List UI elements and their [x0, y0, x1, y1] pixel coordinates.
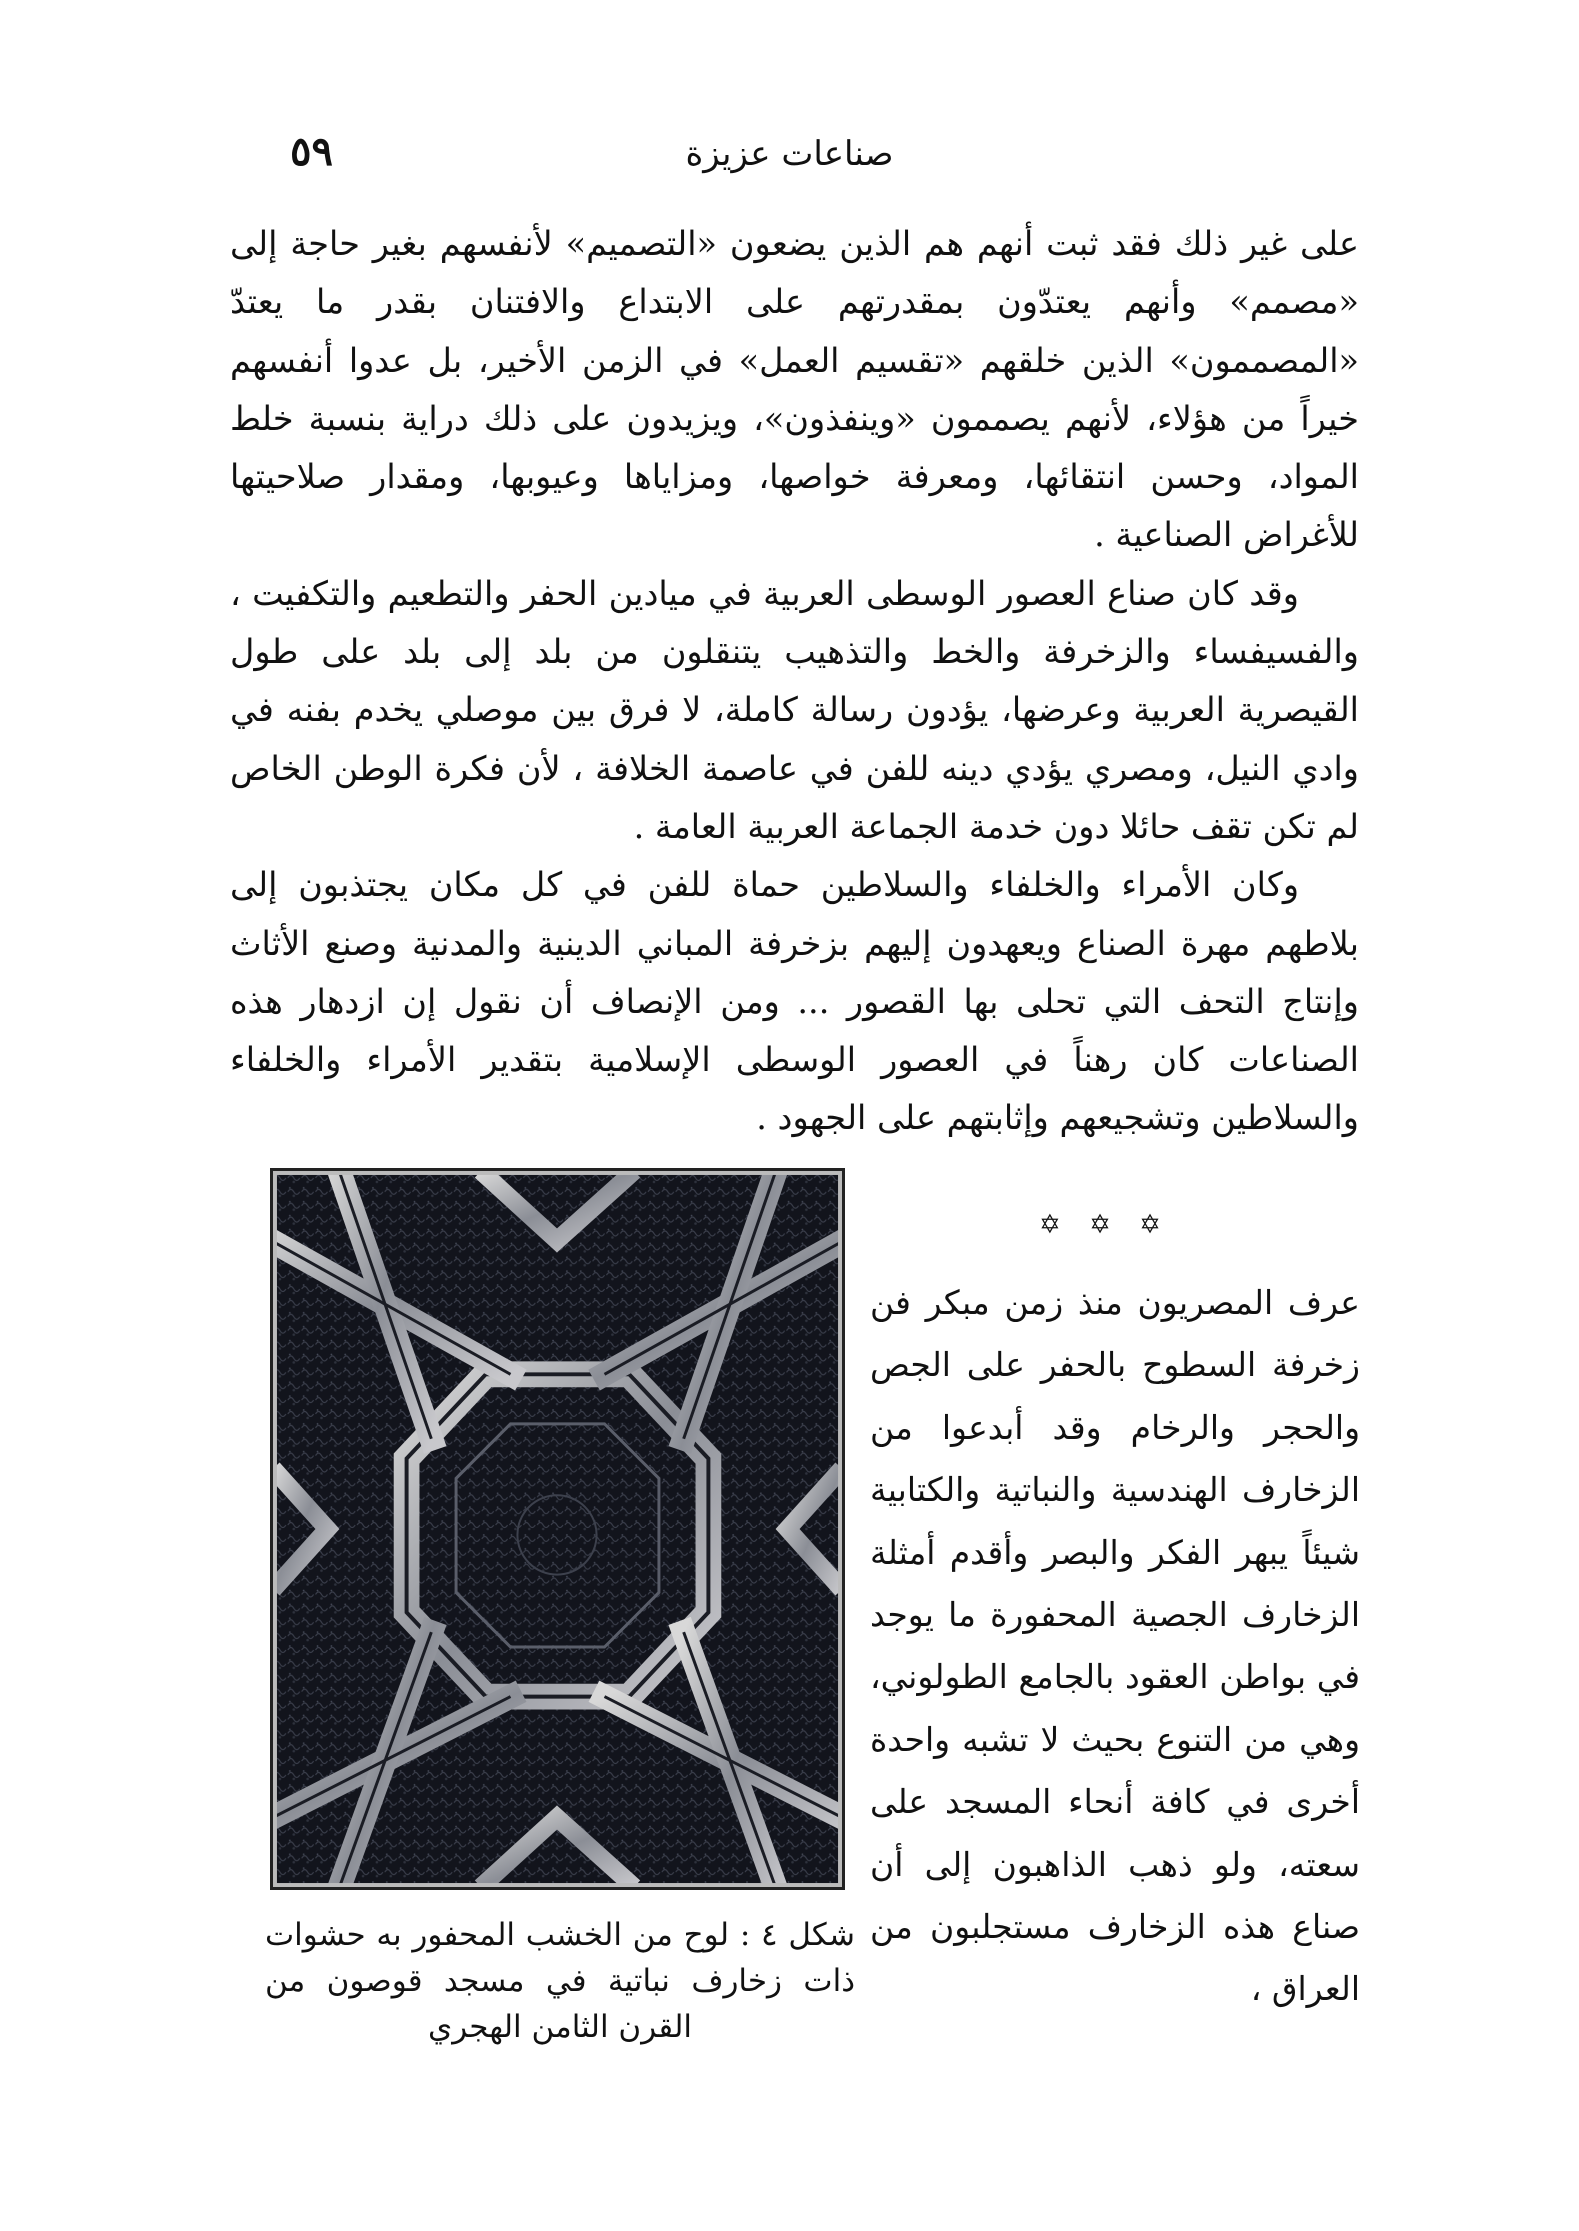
running-title: صناعات عزيزة — [685, 134, 894, 174]
page-number: ٥٩ — [290, 128, 333, 175]
paragraph-1: على غير ذلك فقد ثبت أنهم هم الذين يضعون «التصميم» لأنفسهم بغير حاجة إلى «مصمم» وأنهم يعتدّون بمقدرتهم على الابتداع والافتنان بقدر ما يعتدّ «المصممون» الذين خلقهم «تقسيم العمل» في الزمن الأخير، بل عدوا أنفسهم خيراً من هؤلاء، لأنهم يصممون «وينفذون»، ويزيدون على ذلك دراية بنسبة خلط المواد، وحسن انتقائها، ومعرفة خواصها، ومزاياها وعيوبها، ومقدار صلاحيتها للأغراض الصناعية . — [230, 224, 1359, 555]
paragraph-2: وقد كان صناع العصور الوسطى العربية في ميادين الحفر والتطعيم والتكفيت ، والفسيفساء والزخرفة والخط والتذهيب يتنقلون من بلد إلى بلد على طول القيصرية العربية وعرضها، يؤدون رسالة كاملة، لا فرق بين موصلي يخدم بفنه في وادي النيل، ومصري يؤدي دينه للفن في عاصمة الخلافة ، لأن فكرة الوطن الخاص لم تكن تقف حائلا دون خدمة الجماعة العربية العامة . — [230, 573, 1359, 846]
section-separator-icon: ✡ ✡ ✡ — [1039, 1210, 1171, 1240]
side-column-text — [870, 1272, 1360, 2021]
carved-wood-panel-image — [270, 1168, 845, 1890]
page-header — [230, 128, 1349, 188]
main-text — [230, 215, 1359, 1148]
side-paragraph: عرف المصريون منذ زمن مبكر فن زخرفة السطوح بالحفر على الجص والحجر والرخام وقد أبدعوا من الزخارف الهندسية والنباتية والكتابية شيئاً يبهر الفكر والبصر وأقدم أمثلة الزخارف الجصية المحفورة ما يوجد في بواطن العقود بالجامع الطولوني، وهي من التنوع بحيث لا تشبه واحدة أخرى في كافة أنحاء المسجد على سعته، ولو ذهب الذاهبون إلى أن صناع هذه الزخارف مستجلبون من العراق ، — [870, 1283, 1360, 2009]
figure-caption: شكل ٤ : لوح من الخشب المحفور به حشوات ذات زخارف نباتية في مسجد قوصون من القرن الثامن الهجري — [265, 1917, 855, 2045]
paragraph-3: وكان الأمراء والخلفاء والسلاطين حماة للفن في كل مكان يجتذبون إلى بلاطهم مهرة الصناع ويعهدون إليهم بزخرفة المباني الدينية والمدنية وصنع الأثاث وإنتاج التحف التي تحلى بها القصور ... ومن الإنصاف أن نقول إن ازدهار هذه الصناعات كان رهناً في العصور الوسطى الإسلامية بتقدير الأمراء والخلفاء والسلاطين وتشجيعهم وإثابتهم على الجهود . — [230, 865, 1359, 1138]
